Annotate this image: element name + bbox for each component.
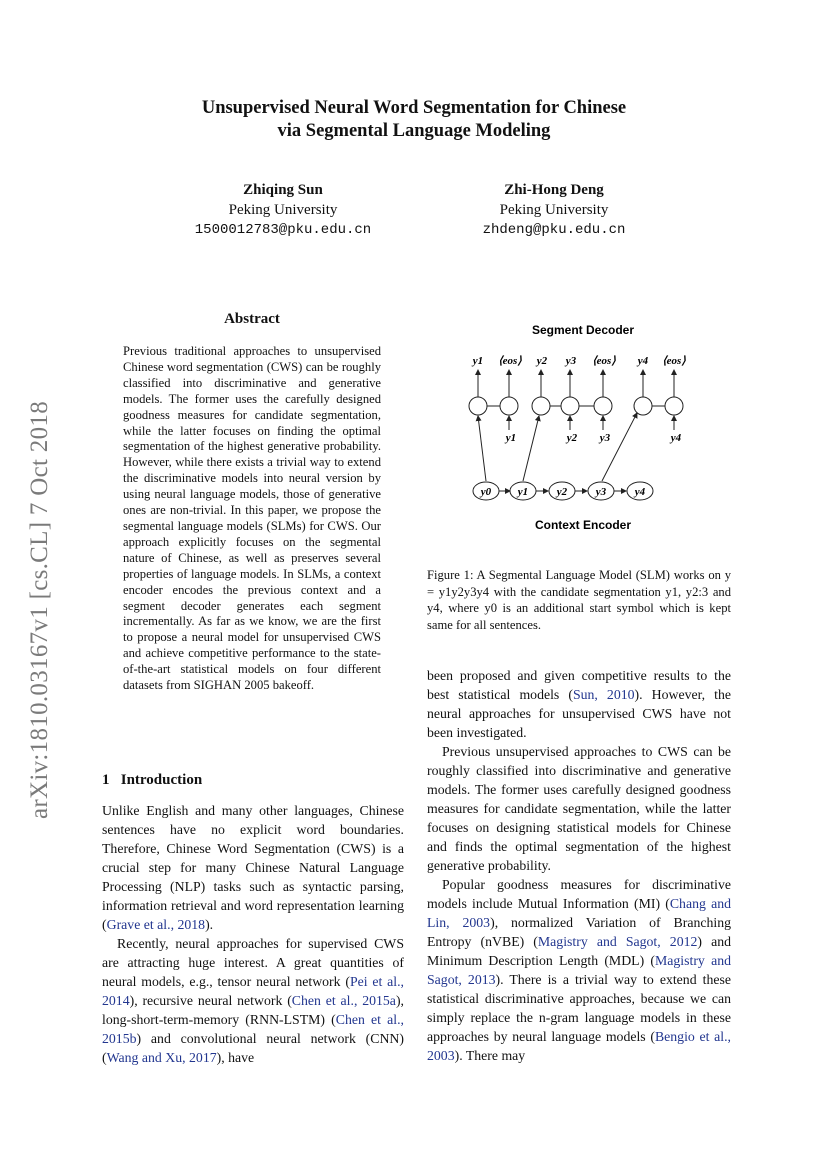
paragraph: Unlike English and many other languages, Chinese sentences have no explicit word boundaries. Therefore, Chinese Word Segmentation (CWS) is a crucial step for many Chinese Natural Language Processing (NLP) tasks such as syntactic parsing, information retrieval and word representation learning (Grave et al., 2018).: [102, 803, 404, 932]
decoder-input-label: y2: [566, 432, 578, 444]
encoder-node-label: y4: [634, 486, 646, 498]
segment-decoder-label: Segment Decoder: [531, 323, 635, 337]
decoder-node: [532, 397, 550, 415]
decoder-input-label: y1: [505, 432, 517, 444]
slm-figure: [440, 318, 730, 540]
section-title: Introduction: [120, 772, 203, 788]
author-email[interactable]: 1500012783@pku.edu.cn: [194, 222, 372, 238]
paragraph: been proposed and given competitive results to the best statistical models (Sun, 2010). However, the neural approaches for unsupervised CWS have not been investigated.: [427, 668, 731, 740]
citation-link[interactable]: Chen et al., 2015b: [102, 1012, 404, 1046]
abstract-text: Previous traditional approaches to unsupervised Chinese word segmentation (CWS) can be roughly classified into discriminative and generative models. The former uses the carefully designed goodness measures for candidate segmentation, while the latter focuses on finding the optimal segmentation of the highest generative probability. However, while there exists a trivial way to extend the discriminative models into neural version by using neural language models, those of generative ones are non-trivial. In this paper, we propose the segmental language models (SLMs) for CWS. Our approach explicitly focuses on the segmental nature of Chinese, as well as preserves several properties of language models. In SLMs, a context encoder encodes the previous context and a segment decoder generates each segment incrementally. As far as we know, we are the first to propose a neural model for unsupervised CWS and achieve competitive performance to the state-of-the-art statistical models on four different datasets from SIGHAN 2005 bakeoff.: [123, 344, 381, 693]
title-line-2: via Segmental Language Modeling: [277, 121, 551, 141]
section-heading: [102, 772, 402, 789]
citation-link[interactable]: Chang and Lin, 2003: [427, 896, 731, 930]
author-affiliation: Peking University: [499, 202, 609, 218]
author-name: Zhi-Hong Deng: [504, 182, 604, 198]
author-2: [429, 180, 679, 240]
decoder-input-label: y3: [599, 432, 611, 444]
encoder-node-label: y1: [517, 486, 529, 498]
decoder-output-label: ⟨eos⟩: [592, 355, 616, 367]
decoder-input-label: y4: [670, 432, 682, 444]
decoder-output-label: y3: [565, 355, 577, 367]
citation-link[interactable]: Wang and Xu, 2017: [106, 1050, 217, 1065]
decoder-output-label: ⟨eos⟩: [662, 355, 686, 367]
abstract-heading: Abstract: [224, 311, 280, 327]
decoder-node: [665, 397, 683, 415]
left-column: [102, 801, 404, 1067]
paragraph: Recently, neural approaches for supervised CWS are attracting huge interest. A great quantities of neural models, e.g., tensor neural network (Pei et al., 2014), recursive neural network (Chen et al., 2015a), long-short-term-memory (RNN-LSTM) (Chen et al., 2015b) and convolutional neural network (CNN) (Wang and Xu, 2017), have: [102, 936, 404, 1065]
citation-link[interactable]: Magistry and Sagot, 2013: [427, 953, 731, 987]
title-line-1: Unsupervised Neural Word Segmentation for Chinese: [201, 98, 627, 118]
decoder-output-label: y2: [536, 355, 548, 367]
arxiv-stamp: arXiv:1810.03167v1 [cs.CL] 7 Oct 2018: [26, 401, 53, 819]
citation-link[interactable]: Magistry and Sagot, 2012: [537, 934, 698, 949]
encoder-node-label: y3: [595, 486, 607, 498]
author-1: [158, 180, 408, 240]
citation-link[interactable]: Grave et al., 2018: [106, 917, 206, 932]
citation-link[interactable]: Sun, 2010: [572, 687, 635, 702]
author-affiliation: Peking University: [228, 202, 338, 218]
decoder-output-label: y1: [472, 355, 484, 367]
citation-link[interactable]: Chen et al., 2015a: [291, 993, 396, 1008]
paragraph: Previous unsupervised approaches to CWS can be roughly classified into discriminative and generative models. The former uses carefully designed goodness measures for candidate segmentation, while the latter focuses on designing statistical models for Chinese and finds the optimal segmentation of the highest generative probability.: [427, 744, 731, 873]
decoder-output-label: ⟨eos⟩: [498, 355, 522, 367]
right-column: [427, 666, 731, 1065]
decoder-node: [469, 397, 487, 415]
section-number: 1: [102, 772, 110, 788]
decoder-node: [634, 397, 652, 415]
decoder-output-label: y4: [637, 355, 649, 367]
citation-link[interactable]: Bengio et al., 2003: [427, 1029, 731, 1063]
encoder-node-label: y0: [480, 486, 492, 498]
decoder-node: [561, 397, 579, 415]
context-encoder-label: Context Encoder: [534, 518, 632, 532]
decoder-node: [500, 397, 518, 415]
citation-link[interactable]: Pei et al., 2014: [102, 974, 404, 1008]
decoder-node: [594, 397, 612, 415]
paper-title: [120, 97, 708, 143]
figure-caption: Figure 1: A Segmental Language Model (SLM) works on y = y1y2y3y4 with the candidate segmentation y1, y2:3 and y4, where y0 is an additional start symbol which is kept same for all sentences.: [427, 568, 731, 632]
encoder-node-label: y2: [556, 486, 568, 498]
paragraph: Popular goodness measures for discriminative models include Mutual Information (MI) (Chang and Lin, 2003), normalized Variation of Branching Entropy (nVBE) (Magistry and Sagot, 2012) and Minimum Description Length (MDL) (Magistry and Sagot, 2013). There is a trivial way to extend these statistical discriminative approaches, because we can simply replace the n-gram language models in these approaches by neural language models (Bengio et al., 2003). There may: [427, 877, 732, 1063]
author-email[interactable]: zhdeng@pku.edu.cn: [482, 222, 626, 238]
author-name: Zhiqing Sun: [243, 182, 323, 198]
